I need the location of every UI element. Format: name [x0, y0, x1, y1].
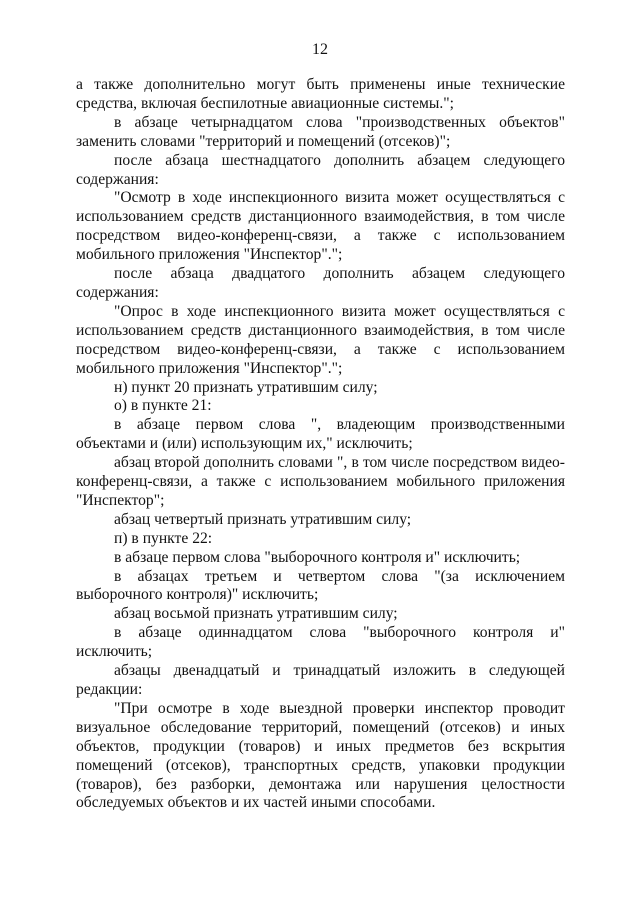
paragraph: после абзаца шестнадцатого дополнить абзацем следующего содержания:	[76, 151, 565, 188]
paragraph: в абзаце первом слова ", владеющим производственными объектами и (или) использующим их," исключить;	[76, 416, 565, 453]
paragraph: н) пункт 20 признать утратившим силу;	[114, 378, 378, 396]
paragraph: после абзаца двадцатого дополнить абзацем следующего содержания:	[76, 265, 565, 301]
document-body	[76, 76, 565, 813]
paragraph: "Осмотр в ходе инспекционного визита может осуществляться с использованием средств дистанционного взаимодействия, в том числе посредством видео-конференц-связи, а также с использованием мобильного приложения "Инспектор".";	[76, 189, 565, 264]
paragraph: в абзаце первом слова "выборочного контроля и" исключить;	[114, 548, 521, 566]
paragraph: "При осмотре в ходе выездной проверки инспектор проводит визуальное обследование территорий, помещений (отсеков) и иных объектов, продукции (товаров) и иных предметов без вскрытия помещений (отсеков), транспортных средств, упаковки продукции (товаров), без разборки, демонтажа или нарушения целостности обследуемых объектов и их частей иными способами.	[76, 699, 565, 812]
paragraph: абзац четвертый признать утратившим силу;	[114, 510, 412, 528]
paragraph: а также дополнительно могут быть применены иные технические средства, включая беспилотные авиационные системы.";	[76, 76, 565, 112]
paragraph: абзац второй дополнить словами ", в том числе посредством видео-конференц-связи, а также с использованием мобильного приложения "Инспектор";	[76, 454, 565, 509]
paragraph: абзацы двенадцатый и тринадцатый изложить в следующей редакции:	[76, 662, 565, 698]
paragraph: абзац восьмой признать утратившим силу;	[114, 605, 398, 623]
paragraph: в абзацах третьем и четвертом слова "(за исключением выборочного контроля)" исключить;	[76, 567, 565, 604]
paragraph: п) в пункте 22:	[114, 529, 213, 547]
paragraph: "Опрос в ходе инспекционного визита может осуществляться с использованием средств дистанционного взаимодействия, в том числе посредством видео-конференц-связи, а также с использованием мобильного приложения "Инспектор".";	[76, 302, 565, 377]
page-number: 12	[312, 41, 328, 58]
paragraph: в абзаце одиннадцатом слова "выборочного контроля и" исключить;	[76, 624, 565, 661]
paragraph: о) в пункте 21:	[114, 397, 212, 415]
paragraph: в абзаце четырнадцатом слова "производственных объектов" заменить словами "территорий и помещений (отсеков)";	[76, 113, 565, 150]
